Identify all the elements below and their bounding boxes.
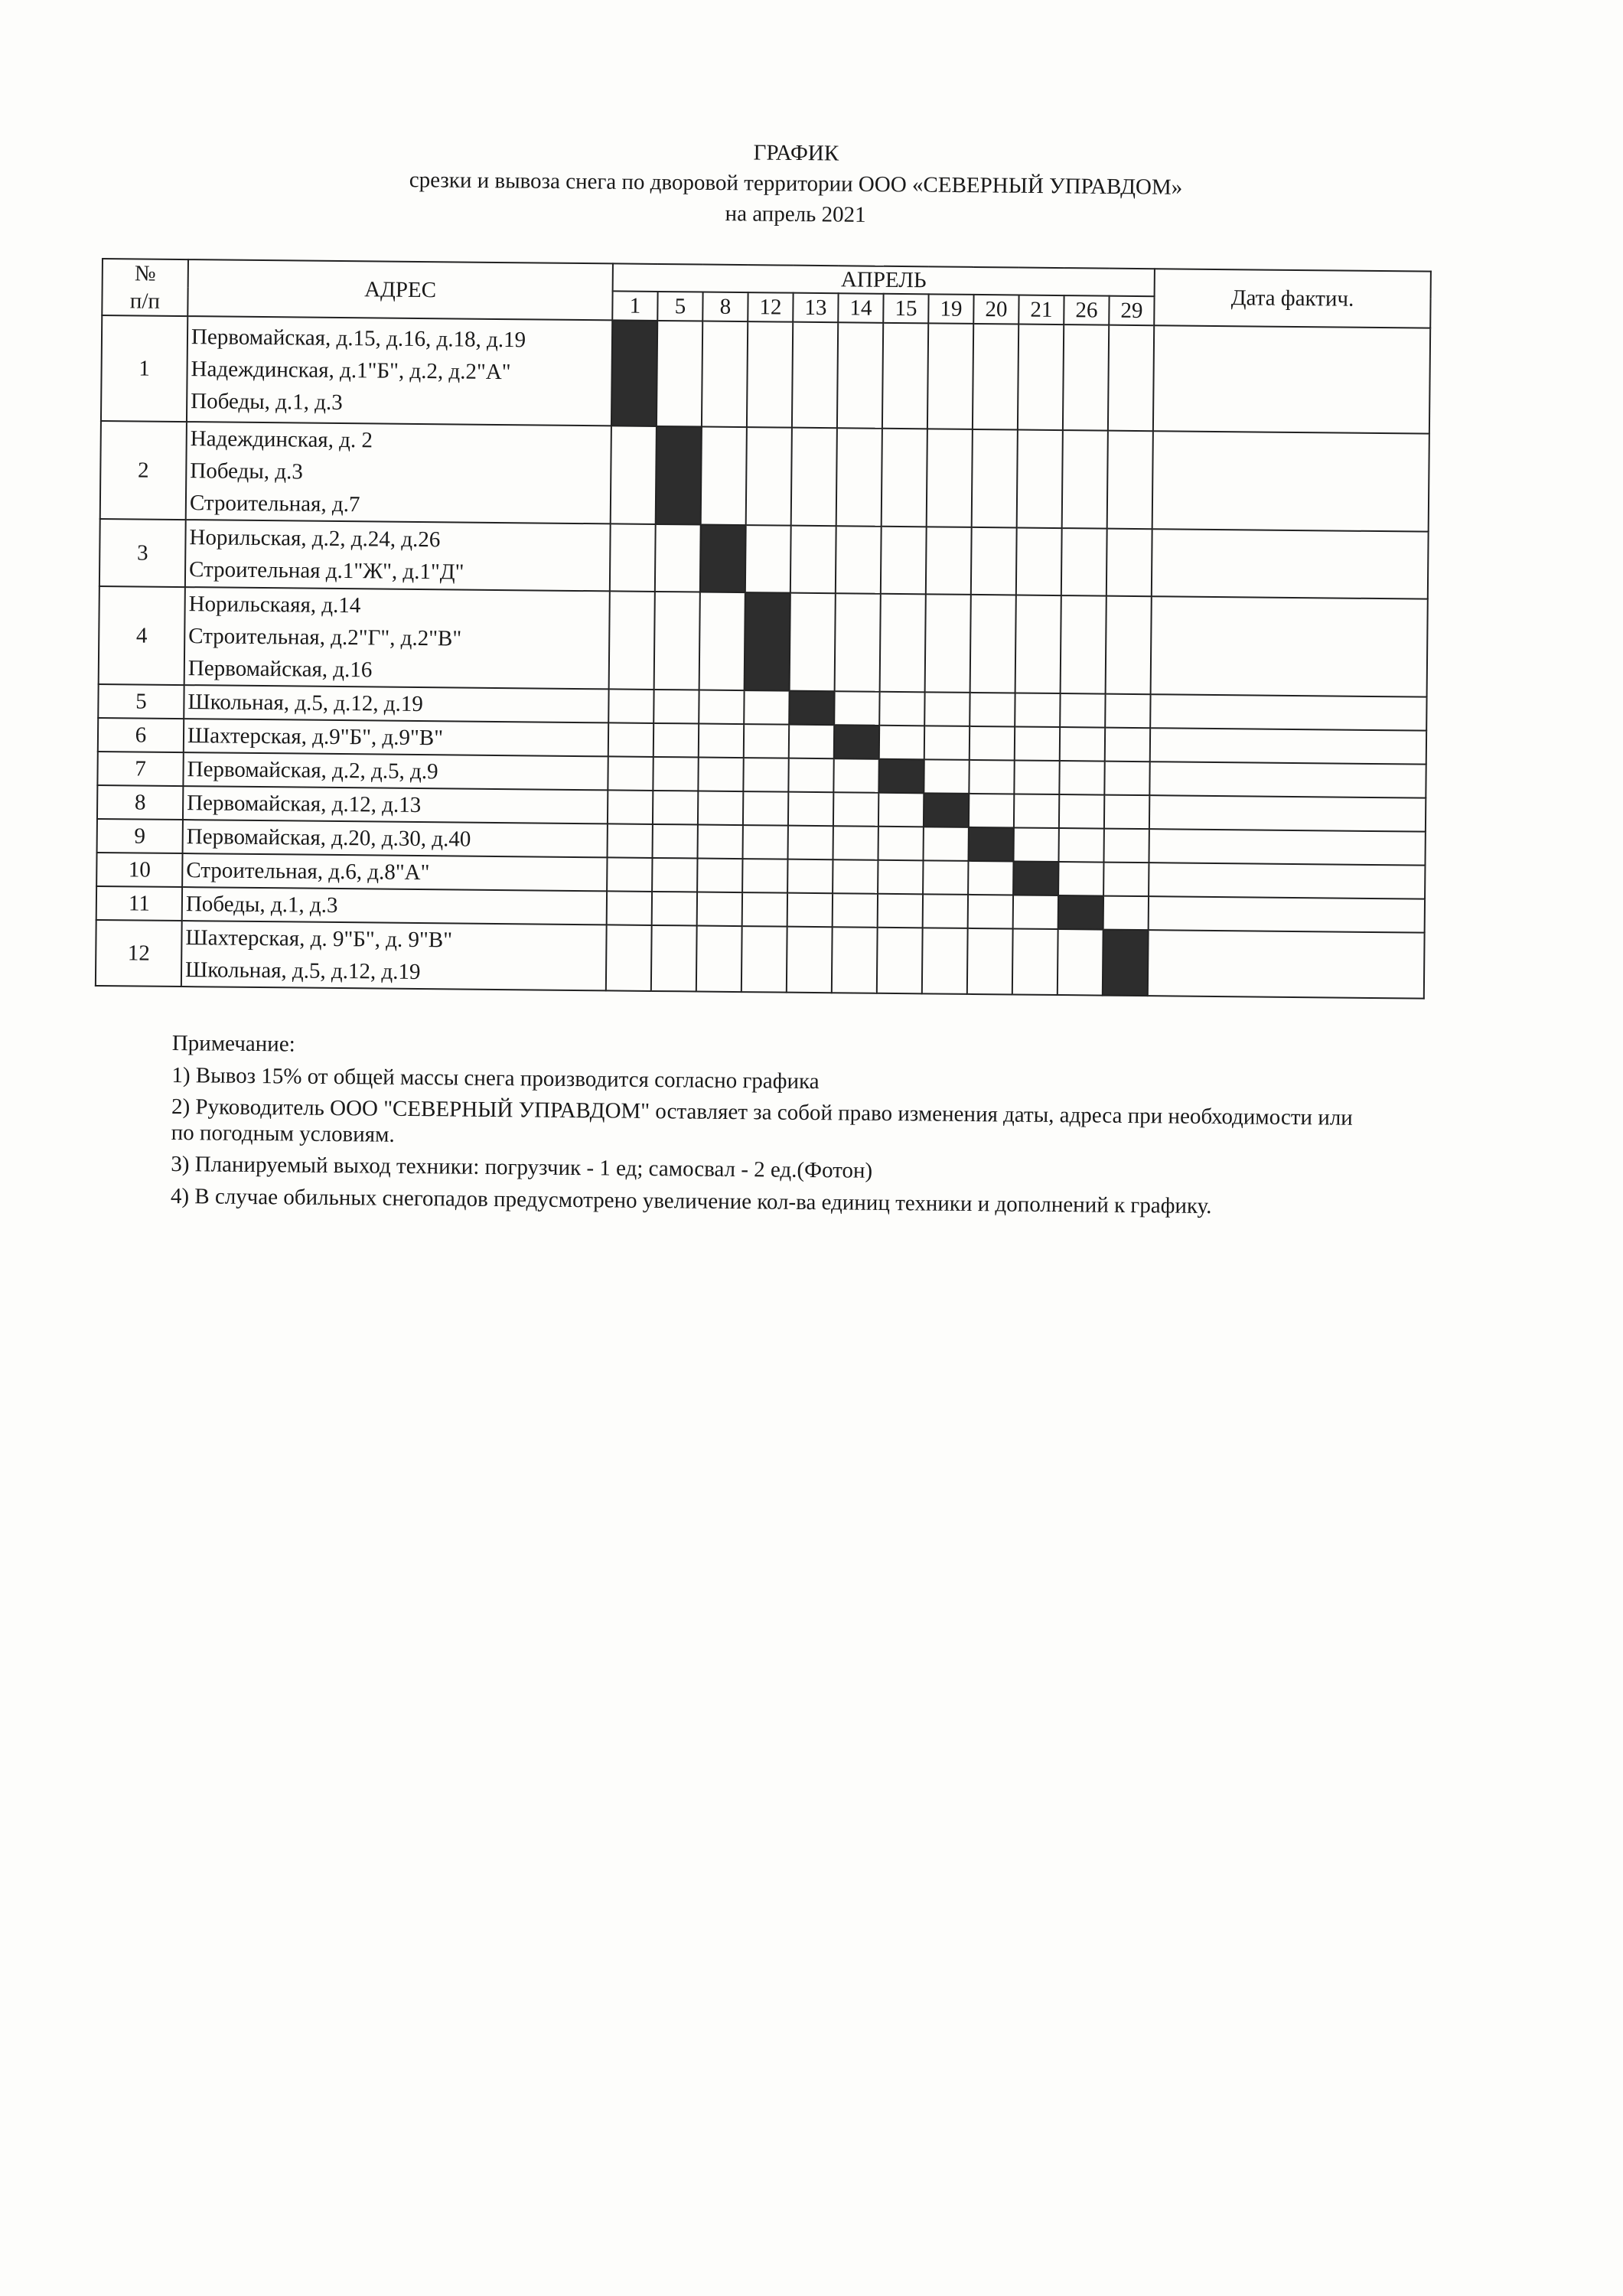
day-cell — [1059, 794, 1104, 829]
day-cell — [606, 925, 652, 991]
day-cell — [1015, 595, 1061, 693]
day-cell — [970, 693, 1015, 727]
row-address — [186, 422, 611, 523]
day-cell — [1107, 431, 1153, 530]
table-row — [99, 586, 1428, 697]
note-item-1: 1) Вывоз 15% от общей массы снега производится согласно графика — [171, 1062, 820, 1094]
address-line: Шахтерская, д. 9"Б", д. 9"В" — [185, 925, 453, 953]
day-cell — [836, 526, 882, 594]
day-cell — [924, 759, 969, 794]
row-number: 9 — [97, 819, 183, 853]
address-line: Строительная, д.6, д.8"А" — [186, 858, 430, 885]
header-number-symbol: № — [134, 261, 156, 286]
header-month: АПРЕЛЬ — [613, 263, 1155, 296]
day-cell — [1104, 795, 1149, 830]
day-cell — [832, 927, 878, 993]
row-number: 10 — [96, 853, 182, 887]
day-cell — [923, 827, 968, 861]
day-cell — [1060, 693, 1105, 728]
day-cell — [923, 860, 968, 895]
day-cell — [1012, 928, 1058, 995]
day-cell — [607, 891, 652, 925]
table-row — [101, 315, 1430, 434]
actual-date-cell — [1149, 762, 1426, 797]
day-header: 5 — [657, 292, 702, 321]
day-cell — [698, 825, 743, 859]
address-line: Норильская, д.2, д.24, д.26 — [189, 525, 441, 553]
day-cell — [698, 791, 743, 826]
day-cell — [969, 794, 1014, 828]
address-line: Строительная д.1"Ж", д.1"Д" — [188, 557, 464, 585]
day-cell — [1015, 693, 1060, 727]
day-cell — [790, 593, 836, 692]
day-cell — [608, 756, 653, 791]
day-cell — [607, 857, 652, 892]
day-cell — [609, 591, 655, 690]
actual-date-cell — [1153, 325, 1430, 433]
actual-date-cell — [1149, 795, 1426, 831]
day-cell — [1103, 829, 1149, 863]
schedule-table — [95, 258, 1432, 1000]
day-cell — [1059, 761, 1104, 795]
day-cell — [837, 322, 883, 429]
row-address — [185, 520, 611, 591]
day-header: 21 — [1018, 295, 1064, 325]
notes-section — [171, 1029, 1473, 1227]
day-cell — [610, 523, 656, 592]
day-cell — [788, 758, 833, 793]
table-row — [99, 519, 1429, 599]
day-cell — [744, 690, 789, 725]
day-cell — [927, 323, 973, 429]
day-cell — [927, 429, 973, 527]
address-line: Школьная, д.5, д.12, д.19 — [184, 957, 421, 985]
note-item-2: 2) Руководитель ООО "СЕВЕРНЫЙ УПРАВДОМ" оставляет за собой право изменения даты, адреса при необходимости или по погодным условиям. — [171, 1094, 1353, 1147]
actual-date-cell — [1150, 728, 1426, 764]
actual-date-cell — [1152, 529, 1429, 598]
scheduled-day-cell — [1103, 930, 1149, 996]
document-title: ГРАФИК — [753, 140, 839, 166]
day-cell — [968, 861, 1013, 895]
address-line: Победы, д.1, д.3 — [191, 389, 343, 416]
scheduled-day-cell — [789, 691, 834, 726]
address-line: Норильскаяя, д.14 — [188, 592, 361, 618]
day-header: 19 — [928, 294, 973, 324]
day-cell — [699, 724, 744, 758]
row-address — [182, 853, 607, 891]
scheduled-day-cell — [700, 525, 746, 593]
day-cell — [881, 527, 927, 595]
address-line: Первомайская, д.16 — [187, 656, 373, 683]
row-address — [183, 786, 608, 823]
row-number: 8 — [97, 785, 183, 820]
day-header: 1 — [612, 291, 657, 321]
day-cell — [1013, 827, 1058, 862]
note-item-4: 4) В случае обильных снегопадов предусмотрено увеличение кол-ва единиц техники и дополнений к графику. — [170, 1183, 1212, 1219]
row-address — [187, 316, 612, 426]
day-cell — [879, 726, 924, 760]
day-header: 13 — [793, 293, 838, 323]
header-actual-date: Дата фактич. — [1154, 269, 1431, 328]
scheduled-day-cell — [878, 759, 924, 794]
address-line: Первомайская, д.12, д.13 — [187, 791, 422, 818]
day-cell — [1106, 596, 1152, 695]
day-cell — [926, 527, 972, 595]
day-cell — [880, 594, 926, 693]
day-cell — [654, 592, 700, 690]
day-cell — [653, 690, 699, 724]
day-cell — [651, 925, 697, 992]
actual-date-cell — [1149, 896, 1425, 932]
day-cell — [1017, 429, 1063, 528]
day-cell — [1060, 727, 1105, 762]
day-cell — [652, 858, 697, 892]
day-cell — [922, 928, 968, 994]
day-header: 20 — [973, 295, 1018, 325]
row-number: 5 — [98, 684, 184, 719]
day-cell — [1018, 325, 1064, 431]
day-cell — [1062, 430, 1108, 529]
scheduled-day-cell — [834, 725, 879, 759]
row-number: 12 — [96, 920, 182, 987]
day-cell — [790, 526, 836, 594]
row-address — [181, 921, 607, 990]
day-cell — [971, 527, 1017, 595]
day-cell — [653, 723, 699, 758]
day-cell — [1013, 895, 1058, 929]
day-cell — [833, 893, 878, 928]
day-header: 12 — [748, 292, 793, 322]
day-cell — [833, 758, 878, 793]
day-cell — [1015, 726, 1060, 761]
row-number: 11 — [96, 886, 182, 921]
day-cell — [1058, 862, 1103, 896]
day-cell — [924, 726, 970, 760]
row-number: 4 — [99, 586, 185, 685]
actual-date-cell — [1148, 930, 1425, 998]
day-cell — [608, 823, 653, 858]
day-cell — [967, 928, 1013, 995]
day-cell — [611, 426, 657, 524]
day-cell — [792, 322, 838, 429]
scheduled-day-cell — [1058, 895, 1103, 930]
day-cell — [878, 793, 924, 827]
day-cell — [608, 689, 653, 723]
address-line: Надеждинская, д. 2 — [190, 426, 373, 453]
day-cell — [1058, 929, 1103, 996]
row-address — [184, 719, 608, 756]
day-cell — [970, 595, 1016, 693]
day-cell — [657, 321, 702, 427]
day-cell — [1104, 762, 1149, 796]
day-cell — [787, 927, 833, 993]
actual-date-cell — [1152, 431, 1429, 531]
day-cell — [741, 926, 787, 993]
notes-heading: Примечание: — [171, 1030, 295, 1057]
table-row — [96, 920, 1425, 999]
day-cell — [1014, 760, 1059, 794]
day-cell — [925, 594, 971, 693]
day-cell — [923, 894, 968, 928]
day-cell — [1058, 828, 1103, 863]
address-line: Первомайская, д.20, д.30, д.40 — [186, 824, 471, 852]
day-cell — [655, 524, 701, 592]
day-cell — [787, 826, 833, 860]
day-cell — [836, 428, 882, 527]
day-cell — [747, 321, 793, 428]
day-cell — [608, 790, 653, 824]
day-cell — [879, 692, 924, 726]
day-cell — [699, 592, 745, 691]
day-cell — [791, 428, 837, 527]
row-number: 7 — [97, 752, 183, 786]
row-address — [184, 685, 608, 722]
day-cell — [653, 824, 698, 859]
day-cell — [742, 859, 787, 893]
day-cell — [878, 894, 923, 928]
day-cell — [834, 691, 879, 726]
address-line: Победы, д.1, д.3 — [185, 892, 338, 918]
day-cell — [699, 690, 744, 725]
header-number-label: п/п — [129, 289, 161, 314]
day-header: 26 — [1064, 295, 1109, 325]
day-cell — [924, 692, 970, 726]
scheduled-day-cell — [924, 793, 969, 827]
day-cell — [1014, 794, 1059, 828]
row-address — [183, 752, 608, 790]
day-cell — [743, 825, 788, 859]
scheduled-day-cell — [745, 592, 790, 691]
day-cell — [972, 429, 1018, 528]
day-cell — [1105, 694, 1150, 729]
address-line: Шахтерская, д.9"Б", д.9"В" — [187, 723, 444, 751]
day-cell — [653, 791, 698, 825]
day-cell — [652, 892, 697, 926]
row-address — [183, 820, 608, 857]
day-header: 8 — [702, 292, 748, 322]
day-header: 29 — [1109, 296, 1154, 326]
day-cell — [878, 860, 923, 895]
day-cell — [833, 792, 878, 827]
document-subtitle: срезки и вывоза снега по дворовой территории ООО «СЕВЕРНЫЙ УПРАВДОМ» — [409, 168, 1183, 200]
day-header: 15 — [883, 294, 928, 324]
day-cell — [1103, 863, 1149, 897]
day-cell — [968, 895, 1013, 929]
day-cell — [746, 427, 792, 526]
address-line: Первомайская, д.2, д.5, д.9 — [187, 757, 438, 784]
address-line: Строительная, д.7 — [189, 491, 360, 517]
day-cell — [743, 791, 788, 826]
document-period: на апрель 2021 — [725, 201, 866, 227]
day-cell — [1061, 595, 1106, 694]
day-cell — [1106, 529, 1152, 597]
address-line: Строительная, д.2"Г", д.2"В" — [188, 624, 462, 651]
day-cell — [833, 859, 878, 894]
day-cell — [701, 427, 747, 526]
day-cell — [788, 792, 833, 827]
row-address — [184, 587, 610, 689]
address-line: Надеждинская, д.1"Б", д.2, д.2"А" — [191, 357, 511, 385]
day-cell — [697, 859, 742, 893]
day-cell — [742, 892, 787, 927]
day-cell — [653, 757, 698, 791]
day-cell — [835, 593, 881, 692]
day-cell — [1105, 728, 1150, 762]
actual-date-cell — [1149, 829, 1425, 865]
day-cell — [969, 760, 1014, 794]
day-cell — [789, 725, 834, 759]
row-number: 3 — [99, 519, 186, 587]
day-header: 14 — [838, 293, 883, 323]
day-cell — [1061, 528, 1107, 596]
day-cell — [882, 323, 928, 429]
day-cell — [833, 826, 878, 860]
day-cell — [743, 758, 788, 792]
day-cell — [878, 827, 923, 861]
scheduled-day-cell — [656, 426, 702, 525]
day-cell — [608, 722, 653, 757]
day-cell — [882, 429, 927, 527]
day-cell — [1016, 527, 1062, 595]
header-address: АДРЕС — [187, 259, 613, 320]
day-cell — [696, 926, 742, 993]
scheduled-day-cell — [1013, 861, 1058, 895]
day-cell — [702, 321, 748, 428]
address-line: Победы, д.3 — [190, 458, 304, 484]
day-cell — [698, 758, 743, 792]
day-cell — [744, 724, 789, 758]
day-cell — [697, 892, 742, 927]
header-number — [102, 259, 188, 316]
address-line: Школьная, д.5, д.12, д.19 — [187, 690, 424, 717]
row-number: 2 — [100, 421, 187, 520]
day-cell — [970, 726, 1015, 761]
row-number: 6 — [98, 718, 184, 752]
address-line: Первомайская, д.15, д.16, д.18, д.19 — [191, 325, 526, 353]
day-cell — [877, 928, 923, 994]
note-item-3: 3) Планируемый выход техники: погрузчик - 1 ед; самосвал - 2 ед.(Фотон) — [171, 1151, 873, 1183]
day-cell — [745, 525, 791, 593]
day-cell — [787, 893, 833, 928]
row-number: 1 — [101, 315, 187, 422]
table-row — [100, 421, 1429, 532]
row-address — [182, 887, 607, 925]
title-block — [229, 132, 1362, 235]
day-cell — [1103, 896, 1149, 931]
day-cell — [973, 324, 1018, 430]
day-cell — [1063, 325, 1109, 431]
actual-date-cell — [1149, 863, 1425, 899]
scheduled-day-cell — [968, 827, 1013, 862]
scheduled-day-cell — [611, 320, 657, 426]
actual-date-cell — [1151, 596, 1428, 696]
day-cell — [787, 859, 833, 894]
actual-date-cell — [1150, 694, 1426, 730]
day-cell — [1108, 325, 1154, 432]
